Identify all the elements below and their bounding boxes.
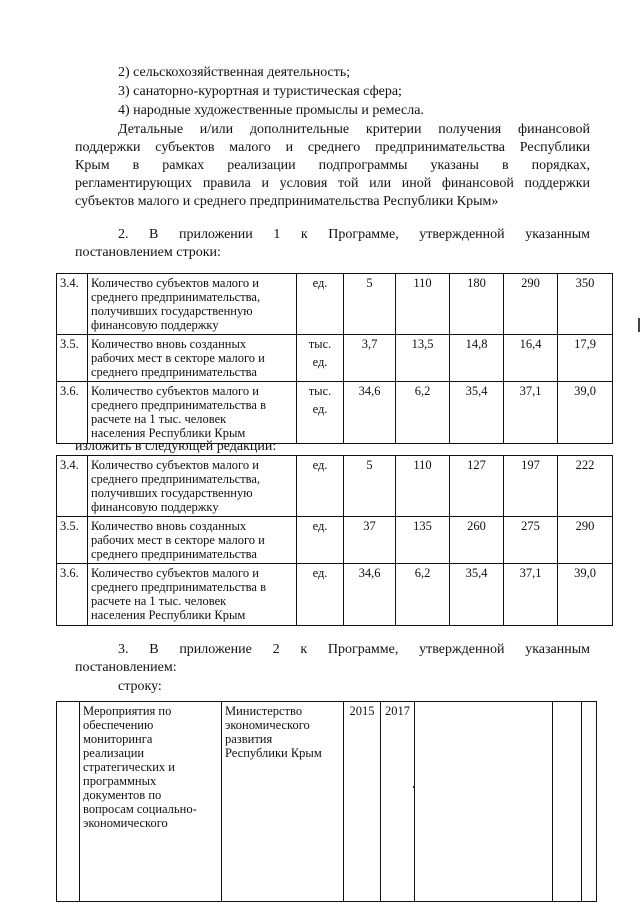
empty-cell	[582, 702, 597, 902]
value-cell: 275	[504, 517, 558, 564]
row-number: 3.6.	[57, 382, 88, 444]
unit: ед.	[297, 456, 344, 517]
value-cell: 110	[396, 456, 450, 517]
value-cell: 350	[558, 274, 613, 335]
value-cell: 222	[558, 456, 613, 517]
row-number: 3.4.	[57, 274, 88, 335]
value-cell: 37,1	[504, 564, 558, 626]
value-cell: 127	[450, 456, 504, 517]
transition-text: изложить в следующей редакции:	[75, 439, 277, 454]
start-year: 2015	[344, 702, 381, 902]
row-number: 3.5.	[57, 517, 88, 564]
row-number: 3.6.	[57, 564, 88, 626]
unit: тыс. ед.	[297, 335, 344, 382]
value-cell: 35,4	[450, 382, 504, 444]
empty-cell	[553, 702, 582, 902]
table-row	[57, 335, 613, 382]
value-cell: 135	[396, 517, 450, 564]
unit: тыс. ед.	[297, 382, 344, 444]
value-cell: 13,5	[396, 335, 450, 382]
indicator-name: Количество вновь созданных рабочих мест в секторе малого и среднего предпринимательства	[88, 335, 297, 382]
paragraph-line: Детальные и/или дополнительные критерии получения финансовой	[118, 122, 590, 137]
indicator-name: Количество субъектов малого и среднего предпринимательства, получивших государственную финансовую поддержку	[88, 274, 297, 335]
value-cell: 34,6	[344, 382, 396, 444]
value-cell: 39,0	[558, 382, 613, 444]
value-cell: 17,9	[558, 335, 613, 382]
empty-cell	[57, 702, 80, 902]
empty-cell	[415, 702, 553, 902]
paragraph-line: субъектов малого и среднего предпринимательства Республики Крым»	[75, 194, 499, 209]
unit: ед.	[297, 517, 344, 564]
value-cell: 37	[344, 517, 396, 564]
executor: Министерство экономического развития Республики Крым	[222, 702, 344, 902]
table-row	[57, 702, 597, 902]
end-year: 2017	[381, 702, 415, 902]
table-row	[57, 274, 613, 335]
value-cell: 6,2	[396, 382, 450, 444]
list-item: 2) сельскохозяйственная деятельность;	[118, 65, 351, 80]
indicator-name: Количество субъектов малого и среднего предпринимательства, получивших государственную финансовую поддержку	[88, 456, 297, 517]
table-row	[57, 382, 613, 444]
section-3-heading-cont: постановлением:	[75, 660, 177, 675]
table-row	[57, 456, 613, 517]
table-old-rows	[56, 273, 613, 444]
section-3-heading: 3. В приложение 2 к Программе, утвержденной указанным	[118, 642, 590, 657]
activity-name: Мероприятия по обеспечению мониторинга реализации стратегических и программных документов по вопросам социально- экономического	[80, 702, 222, 902]
value-cell: 5	[344, 274, 396, 335]
unit: ед.	[297, 564, 344, 626]
value-cell: 290	[558, 517, 613, 564]
paragraph-line: поддержки субъектов малого и среднего предпринимательства Республики	[75, 140, 590, 155]
value-cell: 37,1	[504, 382, 558, 444]
list-item: 3) санаторно-курортная и туристическая сфера;	[118, 84, 402, 99]
indicator-name: Количество субъектов малого и среднего предпринимательства в расчете на 1 тыс. человек населения Республики Крым	[88, 382, 297, 444]
unit: ед.	[297, 274, 344, 335]
value-cell: 5	[344, 456, 396, 517]
indicator-name: Количество субъектов малого и среднего предпринимательства в расчете на 1 тыс. человек населения Республики Крым	[88, 564, 297, 626]
paragraph-line: Крым в рамках реализации подпрограммы указаны в порядках,	[75, 158, 590, 173]
value-cell: 260	[450, 517, 504, 564]
value-cell: 16,4	[504, 335, 558, 382]
value-cell: 3,7	[344, 335, 396, 382]
table-row	[57, 564, 613, 626]
value-cell: 34,6	[344, 564, 396, 626]
table-row	[57, 517, 613, 564]
indicator-name: Количество вновь созданных рабочих мест в секторе малого и среднего предпринимательства	[88, 517, 297, 564]
section-2-heading-cont: постановлением строки:	[75, 245, 221, 260]
table-new-rows	[56, 455, 613, 626]
value-cell: 39,0	[558, 564, 613, 626]
scan-speck	[413, 786, 415, 788]
paragraph-line: регламентирующих правила и условия той или иной финансовой поддержки	[75, 176, 590, 191]
value-cell: 180	[450, 274, 504, 335]
value-cell: 110	[396, 274, 450, 335]
section-2-heading: 2. В приложении 1 к Программе, утвержденной указанным	[118, 227, 590, 242]
section-3-row-label: строку:	[118, 679, 162, 694]
row-number: 3.5.	[57, 335, 88, 382]
value-cell: 290	[504, 274, 558, 335]
value-cell: 35,4	[450, 564, 504, 626]
value-cell: 197	[504, 456, 558, 517]
value-cell: 14,8	[450, 335, 504, 382]
value-cell: 6,2	[396, 564, 450, 626]
list-item: 4) народные художественные промыслы и ремесла.	[118, 103, 424, 118]
row-number: 3.4.	[57, 456, 88, 517]
table-activity-row	[56, 701, 597, 902]
